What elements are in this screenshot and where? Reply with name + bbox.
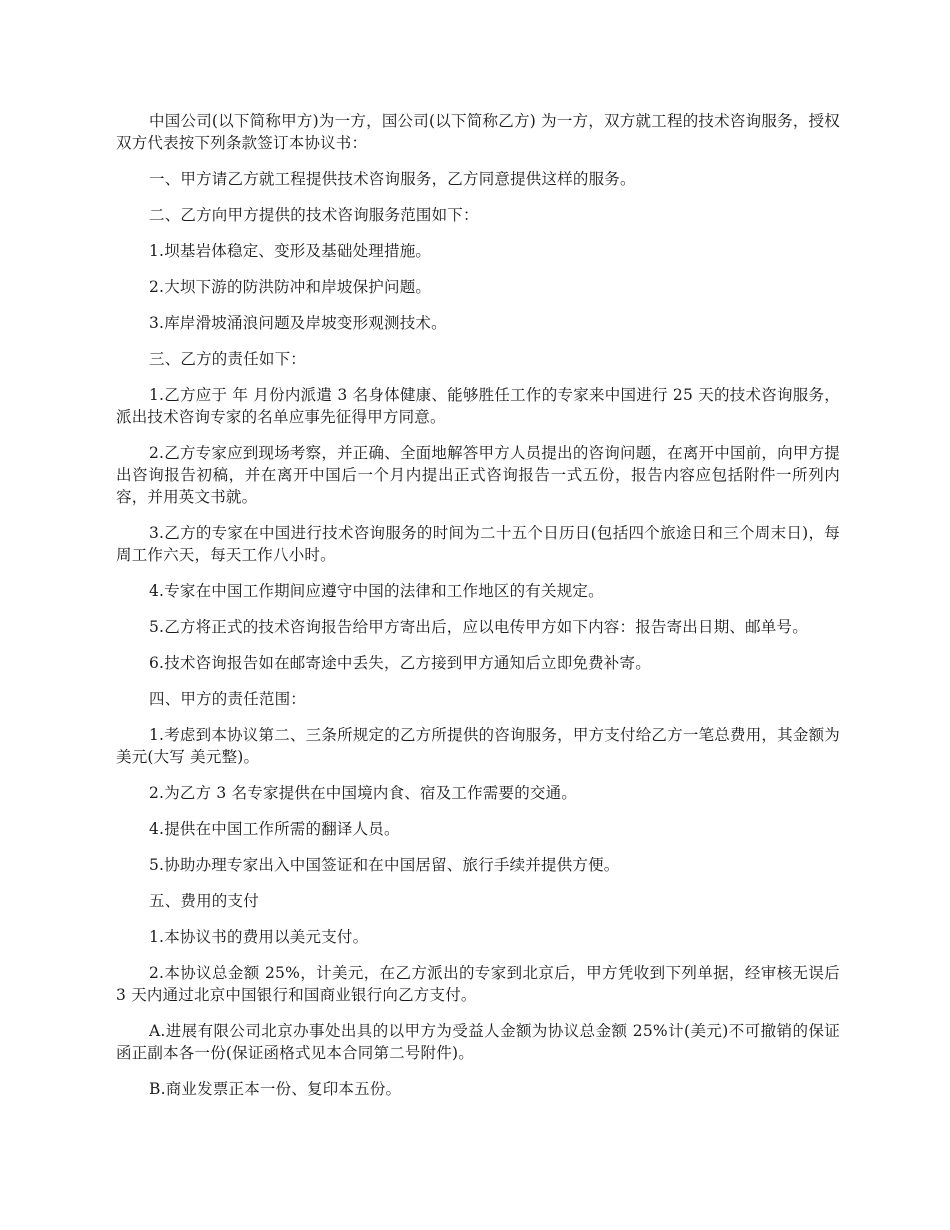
clause-2-heading: 二、乙方向甲方提供的技术咨询服务范围如下： bbox=[149, 206, 479, 224]
document-body bbox=[116, 110, 840, 1114]
clause-1-heading: 一、甲方请乙方就工程提供技术咨询服务，乙方同意提供这样的服务。 bbox=[149, 170, 636, 188]
clause-3-heading: 三、乙方的责任如下： bbox=[149, 350, 307, 368]
clause-5-item-2: 2.本协议总金额 25%，计美元，在乙方派出的专家到北京后，甲方凭收到下列单据，经审核无误后 3 天内通过北京中国银行和国商业银行向乙方支付。 bbox=[116, 964, 840, 1004]
clause-3-item-2: 2.乙方专家应到现场考察，并正确、全面地解答甲方人员提出的咨询问题，在离开中国前，向甲方提出咨询报告初稿，并在离开中国后一个月内提出正式咨询报告一式五份，报告内容应包括附件一所列内容，并用英文书就。 bbox=[116, 444, 840, 506]
paragraph-intro: 中国公司(以下简称甲方)为一方，国公司(以下简称乙方) 为一方，双方就工程的技术咨询服务，授权双方代表按下列条款签订本协议书： bbox=[116, 112, 840, 152]
clause-5-heading: 五、费用的支付 bbox=[149, 892, 259, 910]
clause-3-item-6: 6.技术咨询报告如在邮寄途中丢失，乙方接到甲方通知后立即免费补寄。 bbox=[149, 654, 651, 672]
clause-3-item-3: 3.乙方的专家在中国进行技术咨询服务的时间为二十五个日历日(包括四个旅途日和三个周末日)，每周工作六天，每天工作八小时。 bbox=[116, 524, 840, 564]
clause-4-heading: 四、甲方的责任范围： bbox=[149, 690, 307, 708]
clause-5-item-a: A.进展有限公司北京办事处出具的以甲方为受益人金额为协议总金额 25%计(美元)不可撤销的保证函正副本各一份(保证函格式见本合同第二号附件)。 bbox=[116, 1022, 840, 1062]
clause-2-item-1: 1.坝基岩体稳定、变形及基础处理措施。 bbox=[149, 242, 432, 260]
clause-3-item-5: 5.乙方将正式的技术咨询报告给甲方寄出后，应以电传甲方如下内容：报告寄出日期、邮单号。 bbox=[149, 618, 808, 636]
clause-3-item-4: 4.专家在中国工作期间应遵守中国的法律和工作地区的有关规定。 bbox=[149, 582, 604, 600]
clause-4-item-5: 5.协助办理专家出入中国签证和在中国居留、旅行手续并提供方便。 bbox=[149, 856, 620, 874]
clause-3-item-1: 1.乙方应于 年 月份内派遣 3 名身体健康、能够胜任工作的专家来中国进行 25 天的技术咨询服务，派出技术咨询专家的名单应事先征得甲方同意。 bbox=[116, 386, 840, 426]
clause-4-item-2: 2.为乙方 3 名专家提供在中国境内食、宿及工作需要的交通。 bbox=[149, 784, 578, 802]
clause-2-item-3: 3.库岸滑坡涌浪问题及岸坡变形观测技术。 bbox=[149, 314, 447, 332]
clause-4-item-1: 1.考虑到本协议第二、三条所规定的乙方所提供的咨询服务，甲方支付给乙方一笔总费用，其金额为 美元(大写 美元整)。 bbox=[116, 726, 840, 766]
clause-5-item-1: 1.本协议书的费用以美元支付。 bbox=[149, 928, 369, 946]
clause-4-item-4: 4.提供在中国工作所需的翻译人员。 bbox=[149, 820, 400, 838]
clause-2-item-2: 2.大坝下游的防洪防冲和岸坡保护问题。 bbox=[149, 278, 432, 296]
clause-5-item-b: B.商业发票正本一份、复印本五份。 bbox=[149, 1080, 402, 1098]
